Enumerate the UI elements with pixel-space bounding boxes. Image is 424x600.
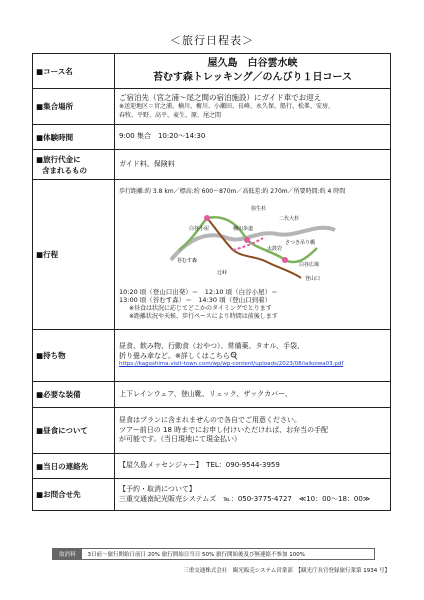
map-label-taiko: 太鼓岩 — [266, 245, 282, 252]
time-value: 9:00 集合 10:20～14:30 — [115, 125, 391, 150]
contact-label: ■当日の連絡先 — [33, 454, 115, 479]
itinerary-table — [32, 53, 391, 511]
included-label — [33, 150, 115, 180]
row-time — [33, 125, 391, 150]
cancellation-tag: 取消料 — [53, 549, 82, 559]
belongings-line1: 昼食、飲み物、行動食（おやつ）、常備薬、タオル、手袋、 — [119, 342, 304, 351]
meeting-line3: 春牧、平野、高平、麦生、原、尾之間 — [119, 111, 222, 119]
meal-line2: ツアー前日の 18 時までにお申し付けいただければ、お弁当の手配 — [119, 425, 329, 434]
inquiry-value — [115, 479, 391, 511]
meeting-line1: ご宿泊先（宮之浦～尾之間の宿泊施設）にガイド車でお迎え — [119, 93, 322, 103]
row-course — [33, 54, 391, 89]
inquiry-label: ■お問合せ先 — [33, 479, 115, 511]
row-meal — [33, 408, 391, 454]
included-label-line1: ■旅行代金に — [36, 154, 81, 164]
itinerary-stats: 歩行距離:約 3.8 km／標高:約 600～870m／高低差:約 270m／所要時間:約 4 時間 — [119, 187, 346, 195]
map-label-hiroba: 白谷広場 — [298, 261, 319, 268]
course-title-line1: 屋久島 白谷雲水峡 — [207, 58, 298, 69]
course-value — [115, 54, 391, 89]
row-belongings — [33, 330, 391, 382]
itinerary-line1: 10:20 頃（登山口出発）＝ 12:10 頃（白谷小屋）＝ — [119, 287, 278, 296]
map-label-satsuki: さつき吊り橋 — [284, 239, 315, 246]
cancellation-text: 3日前～旅行開始日前日 20% 旅行開始日当日 50% 旅行開始後及び無連絡不参加 100% — [87, 552, 305, 558]
row-inquiry — [33, 479, 391, 511]
belongings-label: ■持ち物 — [33, 330, 115, 382]
map-label-nidai: 二代大杉 — [278, 215, 299, 222]
meeting-value — [115, 89, 391, 125]
map-label-tsuji: 辻峠 — [216, 269, 227, 276]
contact-value: 【屋久島メッセンジャー】 TEL：090-9544-3959 — [115, 454, 391, 479]
meal-label: ■昼食について — [33, 408, 115, 454]
map-label-kusukawa: 楠川歩道 — [232, 225, 253, 232]
itinerary-note1: ※昼食は状況に応じてどこかのタイミングでとります — [129, 305, 272, 313]
inquiry-line1: 【予約・取消について】 — [119, 485, 196, 494]
row-contact — [33, 454, 391, 479]
equipment-label: ■必要な装備 — [33, 382, 115, 408]
cancellation-fee-bar — [52, 548, 375, 560]
map-point — [282, 257, 288, 263]
map-label-tozanguchi: 登山口 — [304, 275, 320, 282]
map-point — [244, 237, 250, 243]
belongings-link[interactable]: https://kagoshima.visit-town.com/wp/wp-content/uploads/2023/08/iaikoiwa03.pdf — [119, 361, 344, 368]
row-meeting — [33, 89, 391, 125]
meal-line3: が可能です。（当日現地にて現金払い） — [119, 435, 241, 444]
belongings-value — [115, 330, 391, 382]
itinerary-label: ■行程 — [33, 180, 115, 330]
meeting-label: ■集合場所 — [33, 89, 115, 125]
itinerary-value — [115, 180, 391, 330]
map-brown-trail — [207, 218, 301, 278]
included-value: ガイド料、保険料 — [115, 150, 391, 180]
course-label: ■コース名 — [33, 54, 115, 89]
itinerary-line2: 13:00 頃（苔むす森）＝ 14:30 頃（登山口到着） — [119, 296, 272, 305]
included-label-line2: 含まれるもの — [42, 165, 87, 175]
trail-map — [167, 200, 339, 286]
row-included — [33, 150, 391, 180]
itinerary-note2: ※距離状況や天候、歩行ペースにより時間は前後します — [129, 313, 278, 321]
row-itinerary — [33, 180, 391, 330]
row-equipment — [33, 382, 391, 408]
inquiry-line2: 三重交通南紀光販売システムズ ℡：050-3775-4727 ≪10：00～18：00≫ — [119, 494, 371, 503]
map-point — [204, 215, 210, 221]
meal-line1: 昼食はプランに含まれませんので各自でご用意ください。 — [119, 416, 301, 425]
map-label-shiratani-hut: 白谷小屋 — [188, 225, 209, 232]
footer-company: 三重交通株式会社 観光販売システム営業部 【観光庁長官登録旅行業第 1934 号】 — [183, 568, 390, 574]
page-title: ＜旅行日程表＞ — [170, 34, 254, 47]
equipment-value: 上下レインウェア、登山靴、リュック、ザックカバー、 — [115, 382, 391, 408]
course-title-line2: 苔むす森トレッキング／のんびり１日コース — [152, 72, 353, 83]
meeting-line2: ※送迎地区＝宮之浦、楠川、椨川、小瀬田、長峰、永久保、船行、松峯、安房、 — [119, 103, 335, 111]
time-label: ■体験時間 — [33, 125, 115, 150]
map-label-koke: 苔むす森 — [176, 257, 197, 264]
belongings-line2: 折り畳み傘など。※詳しくはこちら🍳 — [119, 351, 239, 360]
map-label-yayoi: 弥生杉 — [250, 205, 266, 212]
meal-value — [115, 408, 391, 454]
